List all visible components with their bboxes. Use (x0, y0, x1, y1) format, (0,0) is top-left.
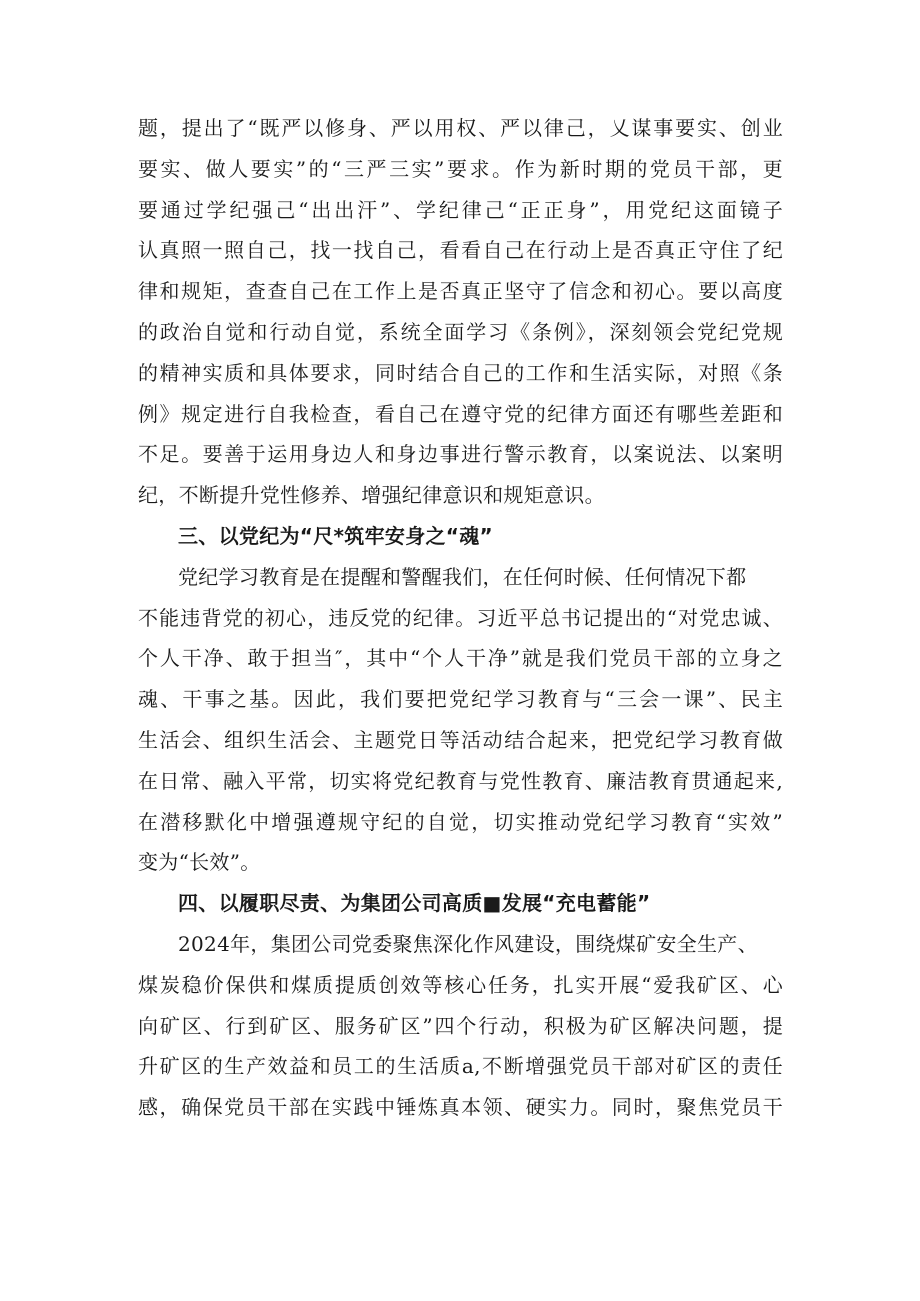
text-line: 例》规定进行自我检查，看自己在遵守党的纪律方面还有哪些差距和 (138, 401, 783, 426)
text-line: 律和规矩，查查自己在工作上是否真正坚守了信念和初心。要以高度 (138, 279, 783, 304)
text-line: 变为“长效”。 (138, 850, 261, 875)
text-line: 生活会、组织生活会、主题党日等活动结合起来，把党纪学习教育做 (138, 727, 783, 752)
text-line: 感，确保党员干部在实践中锤炼真本领、硬实力。同时，聚焦党员干 (138, 1095, 783, 1120)
text-line: 认真照一照自己，找一找自己，看看自己在行动上是否真正守住了纪 (138, 238, 783, 263)
text-line: 不足。要善于运用身边人和身边事进行警示教育，以案说法、以案明 (138, 442, 783, 467)
text-line: 要通过学纪强己“出出汗”、学纪律己“正正身”，用党纪这面镜子 (138, 197, 783, 222)
text-line: 煤炭稳价保供和煤质提质创效等核心任务，扎实开展“爱我矿区、心 (138, 972, 783, 997)
text-line: 的精神实质和具体要求，同时结合自己的工作和生活实际，对照《条 (138, 360, 783, 385)
text-line: 2024年，集团公司党委聚焦深化作风建设，围绕煤矿安全生产、 (178, 931, 758, 956)
section-heading: 四、以履职尽责、为集团公司高质■发展“充电蓄能” (178, 891, 651, 916)
text-line: 的政治自觉和行动自觉，系统全面学习《条例》，深刻领会党纪党规 (138, 319, 783, 344)
text-line: 魂、干事之基。因此，我们要把党纪学习教育与“三会一课”、民主 (138, 687, 783, 712)
text-line: 纪，不断提升党性修养、增强纪律意识和规矩意识。 (138, 483, 605, 508)
text-line: 题，提出了“既严以修身、严以用权、严以律己，乂谋事要实、创业 (138, 116, 783, 140)
text-line: 要实、做人要实”的“三严三实”要求。作为新时期的党员干部，更 (138, 156, 783, 181)
text-line: 向矿区、行到矿区、服务矿区”四个行动，积极为矿区解决问题，提 (138, 1013, 783, 1038)
text-line: 个人干净、敢于担当″，其中“个人干净”就是我们党员干部的立身之 (138, 646, 783, 671)
text-line: 党纪学习教育是在提醒和警醒我们，在任何时候、任何情况下都 (178, 564, 747, 589)
text-line: 在日常、融入平常，切实将党纪教育与党性教育、廉洁教育贯通起来, (138, 768, 783, 793)
document-body (138, 108, 783, 1128)
text-line: 不能违背党的初心，违反党的纪律。习近平总书记提出的“对党忠诚、 (138, 605, 783, 630)
text-line: 升矿区的生产效益和员工的生活质a,不断增强党员干部对矿区的责任 (138, 1054, 783, 1079)
text-line: 在潜移默化中增强遵规守纪的自觉，切实推动党纪学习教育“实效” (138, 809, 783, 834)
section-heading: 三、以党纪为“尺*筑牢安身之“魂” (178, 523, 493, 548)
